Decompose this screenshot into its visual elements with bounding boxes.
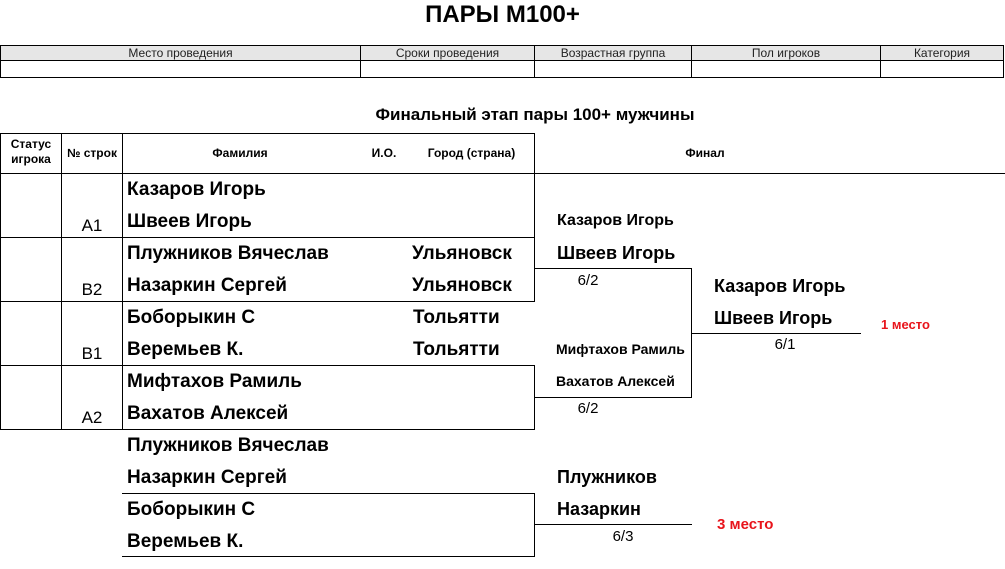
final-score: 6/1 [774,336,796,353]
semi2-winner: Вахатов Алексей [556,373,675,389]
slot-label: A2 [81,408,103,427]
page-title: ПАРЫ М100+ [425,1,580,28]
semi2-score: 6/2 [577,400,599,417]
info-value-dates [360,61,535,78]
slot-label: B2 [81,280,103,299]
header-row-no: № строк [67,146,117,160]
player-name: Мифтахов Рамиль [127,371,302,392]
first-place-label: 1 место [881,317,930,332]
slot-label: A1 [81,216,103,235]
final-winner: Швеев Игорь [714,308,833,328]
info-value-venue [0,61,361,78]
third-winner: Плужников [557,467,657,487]
semi1-winner: Казаров Игорь [557,212,674,229]
player-name: Казаров Игорь [127,179,266,200]
player-name: Швеев Игорь [127,211,252,232]
stage-subtitle: Финальный этап пары 100+ мужчины [375,105,695,124]
third-score: 6/3 [612,528,634,545]
semi2-winner: Мифтахов Рамиль [556,341,685,357]
semi1-score: 6/2 [577,272,599,289]
info-value-gender [691,61,881,78]
info-value-age-group [534,61,692,78]
third-winner: Назаркин [557,499,641,519]
header-final: Финал [685,146,725,160]
header-city: Город (страна) [427,146,516,160]
player-name: Вахатов Алексей [127,403,289,424]
info-value-category [880,61,1004,78]
info-header-age-group: Возрастная группа [534,45,692,61]
info-header-gender: Пол игроков [691,45,881,61]
info-header-venue: Место проведения [0,45,361,61]
player-name: Плужников Вячеслав [127,243,329,264]
final-winner: Казаров Игорь [714,276,846,296]
semi1-winner: Швеев Игорь [557,243,676,263]
third-match-player: Боборыкин С [127,499,256,520]
player-city: Ульяновск [412,275,512,296]
slot-label: B1 [81,344,103,363]
third-match-player: Плужников Вячеслав [127,435,329,456]
third-match-player: Назаркин Сергей [127,467,287,488]
info-header-category: Категория [880,45,1004,61]
header-surname: Фамилия [212,146,268,160]
player-name: Веремьев К. [127,339,244,360]
third-place-label: 3 место [717,516,774,533]
header-initials: И.О. [371,146,397,160]
player-city: Тольятти [413,307,500,328]
player-name: Боборыкин С [127,307,256,328]
player-city: Ульяновск [412,243,512,264]
player-city: Тольятти [413,339,500,360]
info-header-dates: Сроки проведения [360,45,535,61]
player-name: Назаркин Сергей [127,275,287,296]
header-status: Статус игрока [10,137,52,166]
third-match-player: Веремьев К. [127,531,244,552]
